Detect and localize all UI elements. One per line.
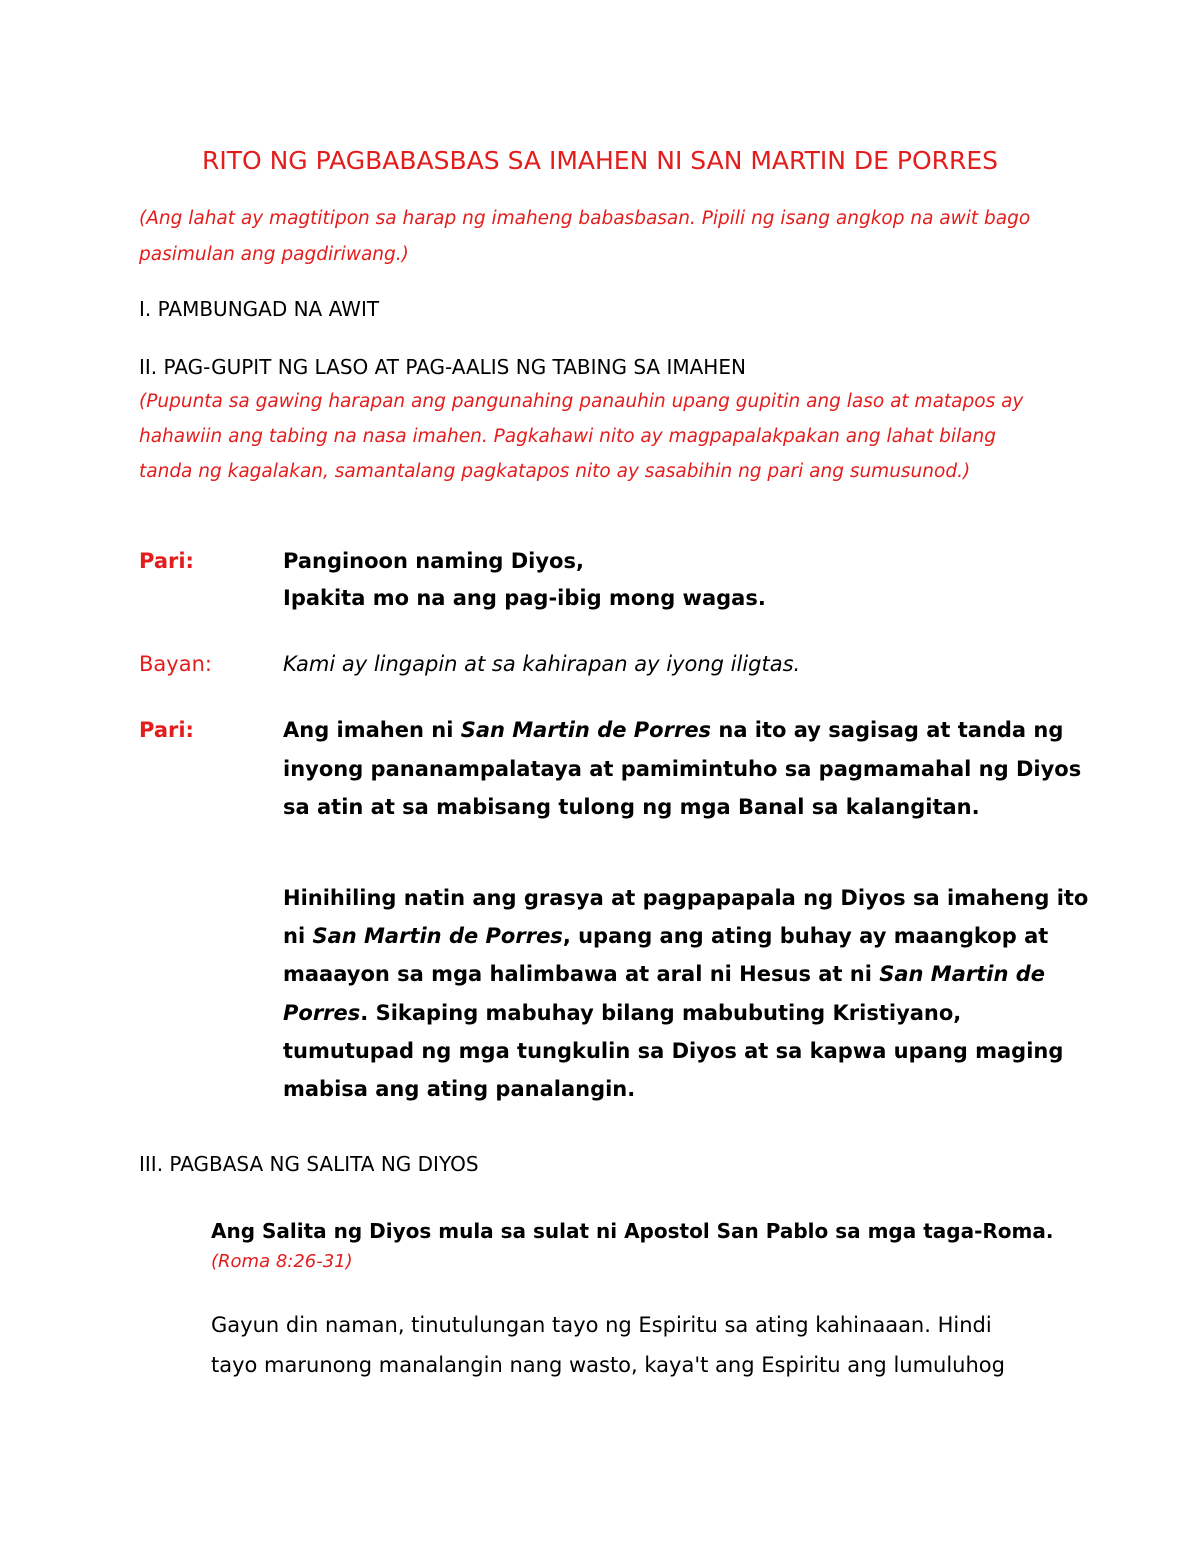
prayer-line: mabisa ang ating panalangin.	[283, 1077, 636, 1101]
reading-reference: (Roma 8:26-31)	[211, 1251, 353, 1272]
document-title: RITO NG PAGBABASBAS SA IMAHEN NI SAN MARTIN DE PORRES	[201, 146, 999, 175]
prayer-line: maaayon sa mga halimbawa at aral ni Hesus at ni San Martin de	[283, 962, 1045, 986]
prayer-line: Hinihiling natin ang grasya at pagpapapala ng Diyos sa imaheng ito	[283, 886, 1089, 910]
prayer-line: Ang imahen ni San Martin de Porres na ito ay sagisag at tanda ng	[283, 718, 1064, 742]
prayer-line: Porres. Sikaping mabuhay bilang mabubuting Kristiyano,	[283, 1001, 962, 1025]
speaker-label-pari: Pari:	[139, 549, 194, 573]
section-heading-1: I. PAMBUNGAD NA AWIT	[139, 297, 380, 321]
prayer-line: inyong pananampalataya at pamimintuho sa pagmamahal ng Diyos	[283, 757, 1082, 781]
prayer-line: sa atin at sa mabisang tulong ng mga Banal sa kalangitan.	[283, 795, 980, 819]
response-line: Panginoon naming Diyos,	[283, 549, 584, 573]
section2-instruction-line-2: hahawiin ang tabing na nasa imahen. Pagkahawi nito ay magpapalakpakan ang lahat bilang	[139, 426, 996, 447]
reading-title: Ang Salita ng Diyos mula sa sulat ni Apostol San Pablo sa mga taga-Roma.	[211, 1219, 1054, 1243]
reading-text-line: Gayun din naman, tinutulungan tayo ng Espiritu sa ating kahinaaan. Hindi	[211, 1313, 992, 1337]
response-line: Ipakita mo na ang pag-ibig mong wagas.	[283, 586, 766, 610]
speaker-label-pari: Pari:	[139, 718, 194, 742]
section2-instruction-line-1: (Pupunta sa gawing harapan ang pangunahing panauhin upang gupitin ang laso at matapos ay	[139, 391, 1024, 412]
reading-text-line: tayo marunong manalangin nang wasto, kaya't ang Espiritu ang lumuluhog	[211, 1353, 1005, 1377]
section-heading-2: II. PAG-GUPIT NG LASO AT PAG-AALIS NG TABING SA IMAHEN	[139, 355, 746, 379]
speaker-label-bayan: Bayan:	[139, 652, 212, 676]
section2-instruction-line-3: tanda ng kagalakan, samantalang pagkatapos nito ay sasabihin ng pari ang sumusunod.)	[139, 461, 971, 482]
prayer-line: ni San Martin de Porres, upang ang ating buhay ay maangkop at	[283, 924, 1049, 948]
response-line: Kami ay lingapin at sa kahirapan ay iyong iligtas.	[283, 652, 801, 676]
prayer-line: tumutupad ng mga tungkulin sa Diyos at sa kapwa upang maging	[283, 1039, 1064, 1063]
intro-instruction-line-2: pasimulan ang pagdiriwang.)	[139, 244, 409, 265]
intro-instruction-line-1: (Ang lahat ay magtitipon sa harap ng imaheng babasbasan. Pipili ng isang angkop na awit bago	[139, 208, 1031, 229]
section-heading-3: III. PAGBASA NG SALITA NG DIYOS	[139, 1152, 479, 1176]
